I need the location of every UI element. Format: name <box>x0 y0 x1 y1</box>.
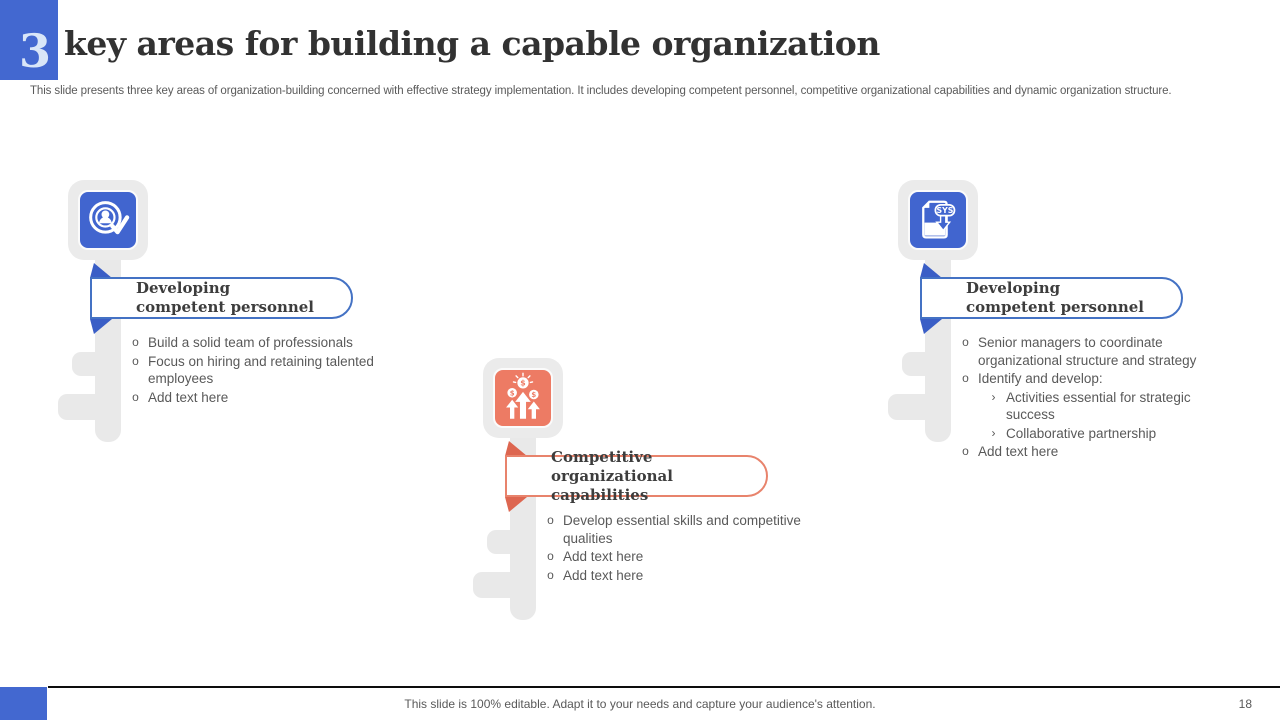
bullet-text: Senior managers to coordinate organizational structure and strategy <box>978 335 1197 368</box>
bullet-marker: o <box>132 353 139 368</box>
bullet-marker: o <box>132 335 139 349</box>
key-label-line1: Developing <box>136 279 231 297</box>
svg-text:$: $ <box>531 391 537 400</box>
key-head-card <box>898 180 978 260</box>
bullet-list <box>960 334 1228 462</box>
bullet-text: Add text here <box>978 444 1059 459</box>
key-label-line2: competent personnel <box>966 298 1145 316</box>
key-item-developing-personnel-left <box>58 180 403 460</box>
profit-growth-icon <box>493 368 553 428</box>
key-tooth <box>902 352 948 376</box>
key-label-line1: Competitive <box>551 447 653 466</box>
page-number: 18 <box>1238 697 1252 711</box>
bullet-item-sub <box>960 425 1228 443</box>
bullet-marker: o <box>962 335 969 349</box>
bullet-marker: o <box>547 549 554 563</box>
bullet-list <box>130 334 398 407</box>
bullet-item <box>960 443 1228 461</box>
key-label-banner <box>920 277 1183 319</box>
key-label-banner <box>505 447 768 504</box>
slide-subtitle: This slide presents three key areas of organization-building concerned with effective strategy implementation. It includes developing competent personnel, competitive organizational capabilities and dynamic organization structure. <box>30 85 1172 97</box>
key-tooth <box>58 394 118 420</box>
key-label-line2: competent personnel <box>136 298 315 316</box>
bullet-item <box>545 567 813 585</box>
bullet-marker: o <box>962 371 969 385</box>
system-file-icon <box>908 190 968 250</box>
bullet-item <box>545 548 813 566</box>
bullet-text: Add text here <box>563 549 644 564</box>
key-tooth <box>888 394 948 420</box>
bullet-item <box>545 512 813 547</box>
bullet-item <box>130 353 398 388</box>
bullet-text: Identify and develop: <box>978 371 1103 386</box>
svg-text:SYS: SYS <box>936 206 954 216</box>
bullet-text: Build a solid team of professionals <box>148 335 353 350</box>
key-label-line1: Developing <box>966 279 1061 297</box>
bullet-text: Collaborative partnership <box>1006 425 1157 441</box>
key-head-card <box>483 358 563 438</box>
page-title: key areas for building a capable organization <box>64 24 880 63</box>
footer-divider <box>48 686 1280 688</box>
slide-number-badge <box>0 0 58 80</box>
key-item-competitive-capabilities <box>473 358 818 638</box>
bullet-marker: › <box>991 389 996 404</box>
bullet-item <box>130 334 398 352</box>
bullet-text: Activities essential for strategic success <box>1006 389 1191 422</box>
bullet-item-sub <box>960 389 1228 424</box>
slide-number-badge-text: 3 <box>18 24 51 78</box>
bullet-marker: o <box>547 513 554 527</box>
svg-text:$: $ <box>509 389 515 398</box>
bullet-item <box>960 370 1228 388</box>
key-tooth <box>72 352 118 376</box>
bullet-list <box>545 512 813 585</box>
footer-note: This slide is 100% editable. Adapt it to your needs and capture your audience's attention. <box>404 697 876 711</box>
bullet-item <box>130 389 398 407</box>
bullet-marker: › <box>991 425 996 440</box>
key-head-card <box>68 180 148 260</box>
bullet-text: Add text here <box>148 389 229 405</box>
bullet-marker: o <box>547 567 554 582</box>
bullet-marker: o <box>962 444 969 458</box>
key-tooth <box>473 572 533 598</box>
bullet-text: Focus on hiring and retaining talented employees <box>148 353 374 386</box>
key-label-banner <box>90 277 353 319</box>
bullet-item <box>960 334 1228 369</box>
recruitment-check-icon <box>78 190 138 250</box>
key-tooth <box>487 530 533 554</box>
key-label-line2: organizational capabilities <box>551 466 673 504</box>
bullet-text: Develop essential skills and competitive qualities <box>563 513 801 546</box>
key-item-developing-personnel-right <box>888 180 1233 460</box>
bullet-text: Add text here <box>563 567 644 583</box>
bullet-marker: o <box>132 389 139 404</box>
svg-text:$: $ <box>520 378 526 388</box>
